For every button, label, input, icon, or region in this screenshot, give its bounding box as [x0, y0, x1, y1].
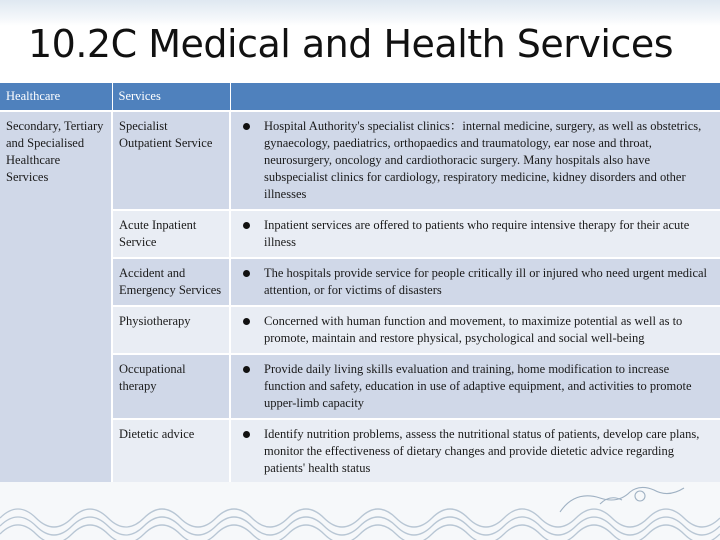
- bullet-icon: [230, 210, 262, 258]
- bullet-icon: [230, 354, 262, 419]
- table-row: [0, 111, 720, 210]
- header-healthcare: Healthcare: [0, 83, 112, 111]
- service-name: Dietetic advice: [112, 419, 230, 484]
- bullet-icon: [230, 111, 262, 210]
- table-header-row: [0, 83, 720, 111]
- service-description: The hospitals provide service for people critically ill or injured who need urgent medical attention, or for victims of disasters: [262, 258, 720, 306]
- services-table: [0, 83, 720, 485]
- header-blank: [230, 83, 720, 111]
- service-description: Concerned with human function and movement, to maximize potential as well as to promote, maintain and restore physical, psychological and social well-being: [262, 306, 720, 354]
- slide-title: 10.2C Medical and Health Services: [28, 22, 674, 66]
- bullet-icon: [230, 306, 262, 354]
- wave-pattern-icon: [0, 482, 720, 540]
- service-description: Provide daily living skills evaluation and training, home modification to increase function and safety, education in use of adaptive equipment, and activities to promote upper-limb capacity: [262, 354, 720, 419]
- category-cell: Secondary, Tertiary and Specialised Healthcare Services: [0, 111, 112, 484]
- service-name: Accident and Emergency Services: [112, 258, 230, 306]
- service-name: Acute Inpatient Service: [112, 210, 230, 258]
- service-description: Hospital Authority's specialist clinics：internal medicine, surgery, as well as obstetrics, gynaecology, paediatrics, orthopaedics and traumatology, ear nose and throat, neurosurgery, oncology and cardiothoracic surgery. Many hospitals also have subspecialist clinics for cardiology, respiratory medicine, kidney disorders and other illnesses: [262, 111, 720, 210]
- service-description: Inpatient services are offered to patients who require intensive therapy for their acute illness: [262, 210, 720, 258]
- bullet-icon: [230, 258, 262, 306]
- services-table-wrapper: [0, 83, 720, 485]
- service-description: Identify nutrition problems, assess the nutritional status of patients, develop care plans, monitor the effectiveness of dietary changes and provide dietetic advice regarding patients' health status: [262, 419, 720, 484]
- header-services: Services: [112, 83, 230, 111]
- service-name: Specialist Outpatient Service: [112, 111, 230, 210]
- service-name: Occupational therapy: [112, 354, 230, 419]
- bullet-icon: [230, 419, 262, 484]
- service-name: Physiotherapy: [112, 306, 230, 354]
- wave-pattern-decoration: [0, 482, 720, 540]
